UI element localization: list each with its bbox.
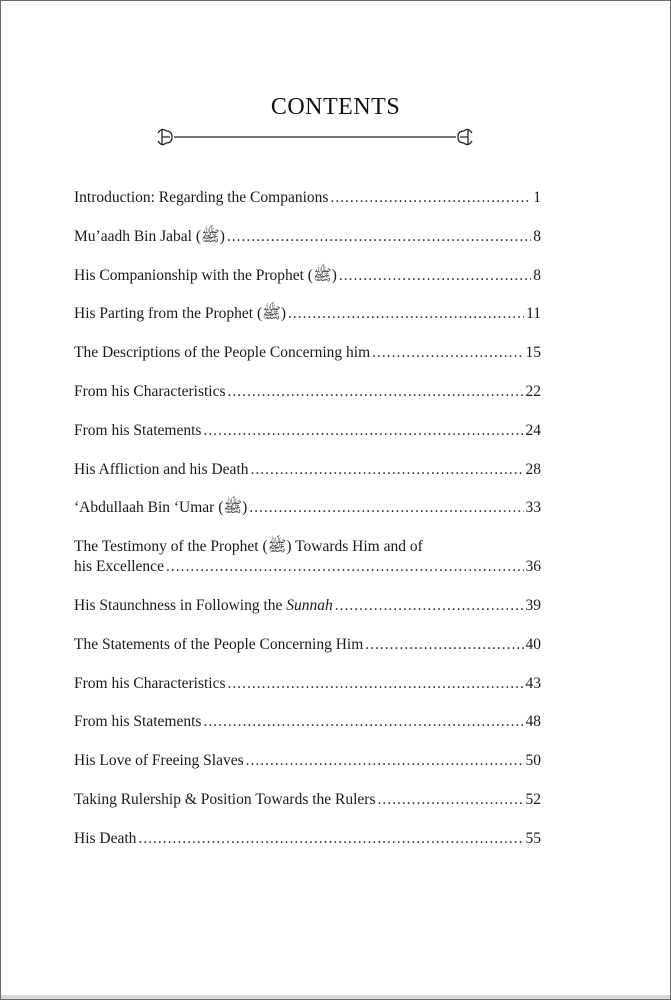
toc-entry[interactable]: His Death ..... 55 — [74, 829, 541, 849]
toc-entry[interactable]: Introduction: Regarding the Companions ..... 1 — [74, 188, 541, 208]
toc-entry[interactable]: His Love of Freeing Slaves ..... 50 — [74, 751, 541, 771]
toc-entry[interactable]: From his Statements ..... 24 — [74, 421, 541, 441]
dot-leader — [249, 498, 523, 518]
toc-entry[interactable]: The Descriptions of the People Concerning him ..... 15 — [74, 343, 541, 363]
dot-leader — [227, 227, 531, 247]
toc-entry[interactable]: His Companionship with the Prophet (ﷺ) ..... 8 — [74, 266, 541, 286]
toc-entry[interactable]: Taking Rulership & Position Towards the Rulers ..... 52 — [74, 790, 541, 810]
dot-leader — [365, 635, 523, 655]
dot-leader — [288, 304, 524, 324]
dot-leader — [203, 712, 523, 732]
toc-entry[interactable]: His Parting from the Prophet (ﷺ) ..... 11 — [74, 304, 541, 324]
dot-leader — [251, 460, 524, 480]
dot-leader — [372, 343, 523, 363]
dot-leader — [228, 382, 524, 402]
toc-entry[interactable]: From his Statements ..... 48 — [74, 712, 541, 732]
toc-entry[interactable]: The Statements of the People Concerning Him ..... 40 — [74, 635, 541, 655]
page-title: CONTENTS — [270, 94, 401, 120]
dot-leader — [138, 829, 523, 849]
dot-leader — [378, 790, 524, 810]
toc-entry[interactable]: ‘Abdullaah Bin ‘Umar (ﷺ) ..... 33 — [74, 498, 541, 518]
toc-entry[interactable]: His Affliction and his Death ..... 28 — [74, 460, 541, 480]
dot-leader — [335, 596, 524, 616]
toc-entry[interactable]: The Testimony of the Prophet (ﷺ) Towards Him and of his Excellence ..... 36 — [74, 537, 541, 577]
table-of-contents — [74, 188, 541, 868]
dot-leader — [228, 674, 524, 694]
toc-entry[interactable]: From his Characteristics ..... 43 — [74, 674, 541, 694]
dot-leader — [166, 557, 524, 577]
dot-leader — [246, 751, 524, 771]
title-divider-ornament-icon — [154, 123, 476, 151]
dot-leader — [330, 188, 531, 208]
dot-leader — [339, 266, 531, 286]
toc-entry[interactable]: From his Characteristics ..... 22 — [74, 382, 541, 402]
toc-entry[interactable]: His Staunchness in Following the Sunnah ..... 39 — [74, 596, 541, 616]
dot-leader — [203, 421, 523, 441]
toc-entry[interactable]: Mu’aadh Bin Jabal (ﷺ) ..... 8 — [74, 227, 541, 247]
